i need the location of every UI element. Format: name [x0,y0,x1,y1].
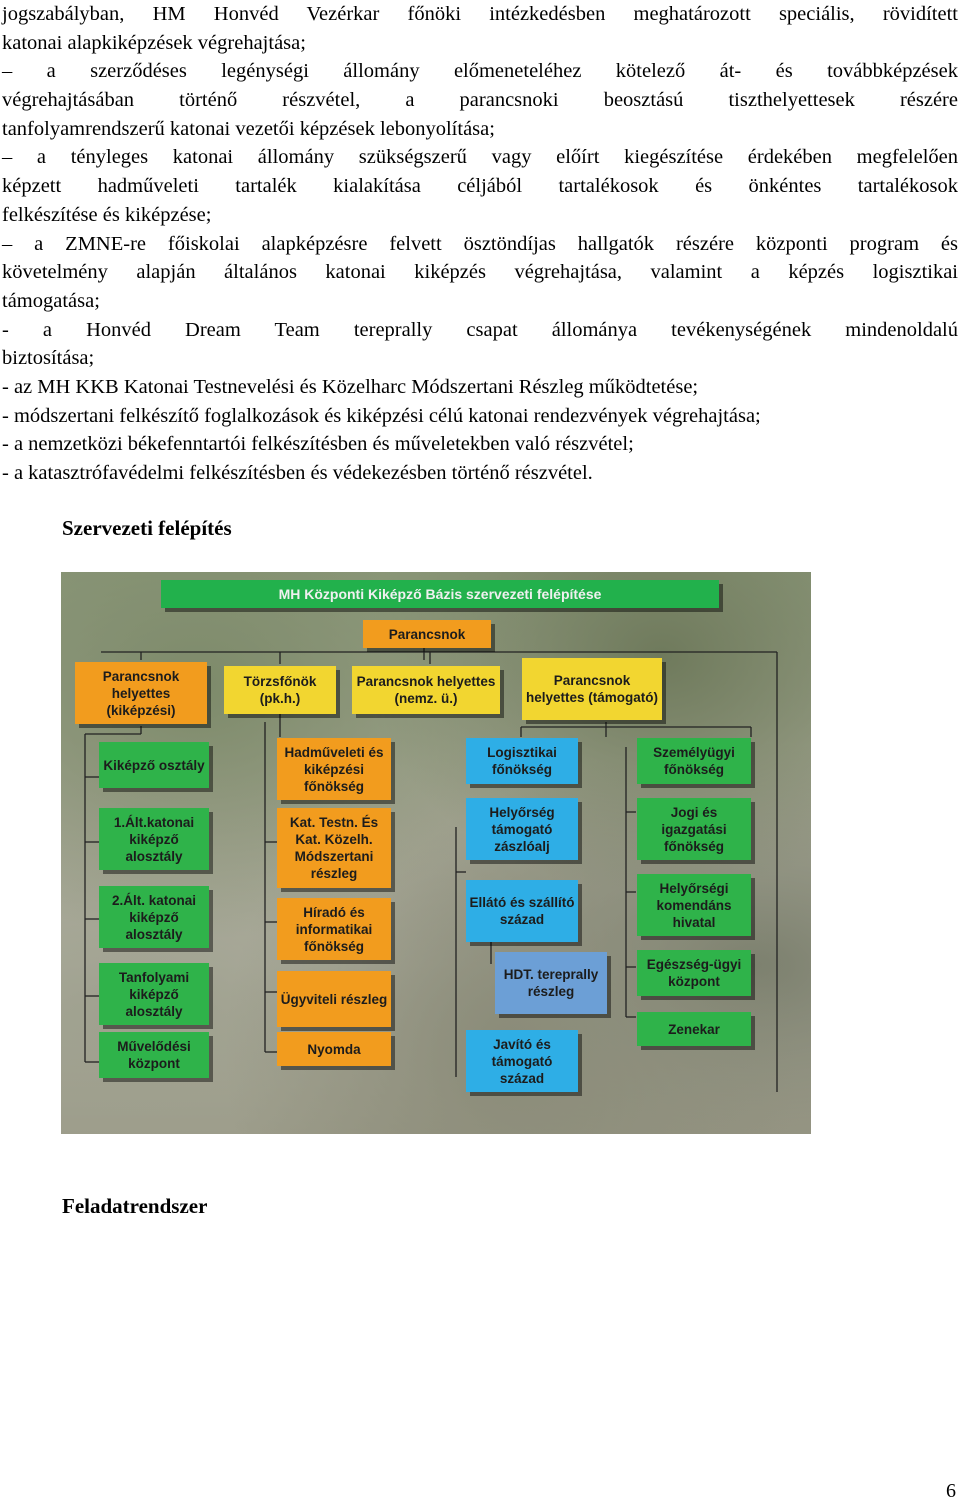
text-line: - módszertani felkészítő foglalkozások és kiképzési célú katonai rendezvények végrehajtása; [2,404,761,427]
org-box-col2-item: Hadműveleti és kiképzési főnökség [277,738,391,800]
org-box-col2-item: Híradó és informatikai főnökség [277,898,391,960]
text-line: - a katasztrófavédelmi felkészítésben és védekezésben történő részvétel. [2,462,593,484]
org-box-col4-item: Személyügyi főnökség [637,738,751,784]
text-line: felkészítése és kiképzése; [2,203,212,226]
text-line: - az MH KKB Katonai Testnevelési és Közelharc Módszertani Részleg működtetése; [2,375,699,398]
text-line: végrehajtásában történő részvétel, a parancsnoki beosztású tiszthelyettesek részére [2,89,958,112]
org-box-col1-item: Kiképző osztály [99,742,209,788]
text-line: – a tényleges katonai állomány szükségszerű vagy előírt kiegészítése érdekében megfelelően [2,146,958,169]
org-chart [61,572,811,1134]
text-line: katonai alapkiképzések végrehajtása; [2,31,306,54]
org-box-col4-item: Helyőrségi komendáns hivatal [637,874,751,936]
org-box-col2-item: Ügyviteli részleg [277,971,391,1027]
org-box-col4-item: Jogi és igazgatási főnökség [637,798,751,860]
org-box-chief-of-staff: Törzsfőnök (pk.h.) [224,666,336,714]
page-number: 6 [946,1480,956,1502]
org-box-deputy-support: Parancsnok helyettes (támogató) [522,658,662,720]
org-box-col1-item: Művelődési központ [99,1032,209,1078]
text-line: biztosítása; [2,347,95,370]
org-chart-title: MH Központi Kiképző Bázis szervezeti felépítése [161,580,719,608]
org-box-col3-item: Logisztikai főnökség [466,738,578,784]
text-line: tanfolyamrendszerű katonai vezetői képzések lebonyolítása; [2,117,495,140]
org-box-col1-item: 1.Ált.katonai kiképző alosztály [99,808,209,870]
text-line: - a nemzetközi békefenntartói felkészítésben és műveletekben való részvétel; [2,433,634,456]
org-box-col3-item: Helyőrség támogató zászlóalj [466,798,578,860]
text-line: - a Honvéd Dream Team tereprally csapat állománya tevékenységének mindenoldalú [2,318,958,341]
text-line: – a szerződéses legénységi állomány előmeneteléhez kötelező át- és továbbképzések [2,60,958,83]
org-box-col1-item: 2.Ált. katonai kiképző alosztály [99,886,209,948]
org-box-col2-item: Nyomda [277,1032,391,1066]
org-box-deputy-natl: Parancsnok helyettes (nemz. ü.) [352,666,500,714]
text-line: támogatása; [2,289,100,312]
org-box-col1-item: Tanfolyami kiképző alosztály [99,963,209,1025]
org-box-deputy-training: Parancsnok helyettes (kiképzési) [75,662,207,724]
org-box-col2-item: Kat. Testn. És Kat. Közelh. Módszertani részleg [277,808,391,888]
org-box-col3-item: HDT. tereprally részleg [495,952,607,1014]
org-box-col3-item: Ellátó és szállító század [466,880,578,942]
section-heading-structure: Szervezeti felépítés [62,516,232,540]
body-text [2,0,958,488]
text-line: jogszabályban, HM Honvéd Vezérkar főnöki intézkedésben meghatározott speciális, rövidített [2,3,958,25]
org-box-col4-item: Egészség-ügyi központ [637,950,751,996]
text-line: képzett hadműveleti tartalék kialakítása céljából tartalékosok és önkéntes tartalékosok [2,175,958,198]
text-line: – a ZMNE-re főiskolai alapképzésre felvett ösztöndíjas hallgatók részére központi program és [2,232,958,255]
org-box-commander: Parancsnok [363,620,491,648]
text-line: követelmény alapján általános katonai kiképzés végrehajtása, valamint a képzés logisztikai [2,261,958,284]
org-box-col3-item: Javító és támogató század [466,1030,578,1092]
org-box-col4-item: Zenekar [637,1012,751,1046]
section-heading-tasks: Feladatrendszer [62,1194,208,1218]
